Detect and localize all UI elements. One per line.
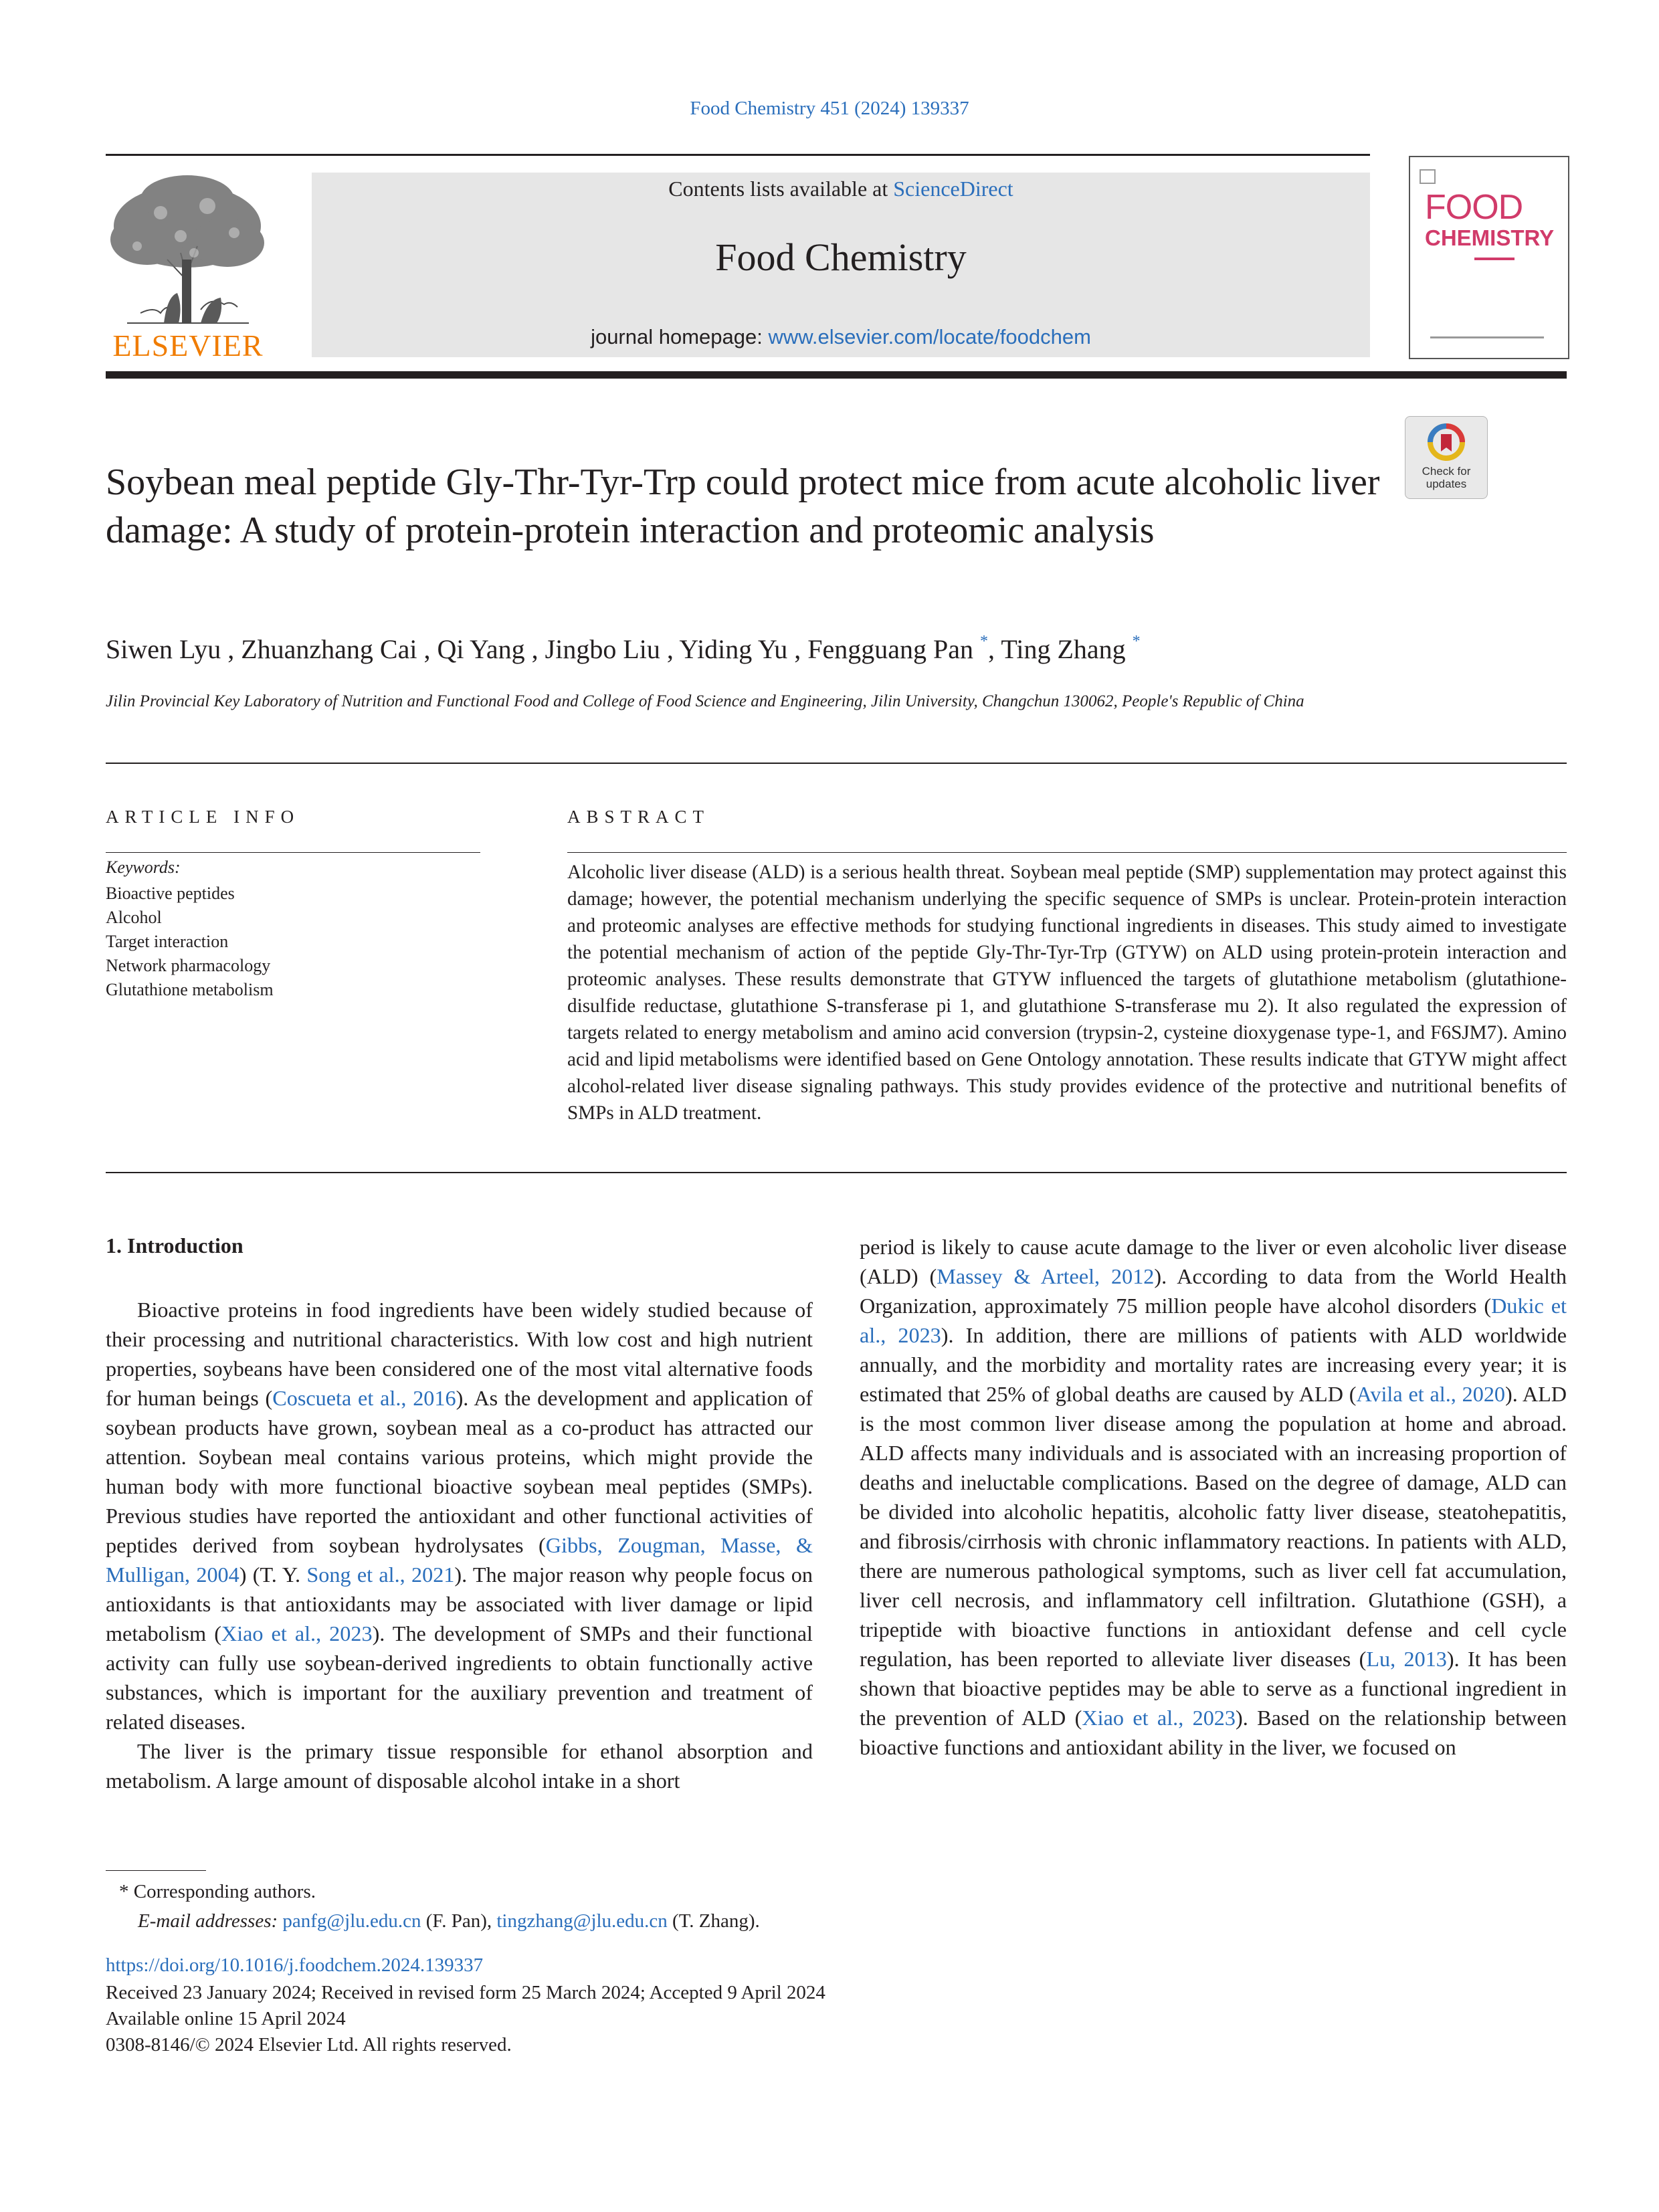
homepage-prefix: journal homepage: (591, 325, 769, 348)
author[interactable]: Yiding Yu (679, 634, 788, 664)
body-column-right (860, 1232, 1567, 1762)
email-footnote (138, 1906, 760, 1936)
citation-link[interactable]: Avila et al., 2020 (1356, 1382, 1506, 1406)
email-owner: (F. Pan), (421, 1910, 497, 1932)
masthead-rule (106, 371, 1567, 379)
text-run: ). ALD is the most common liver disease among the population at home and abroad. ALD affects many individuals and is associated with an increasing proportion of deaths and ineluctable complications. Based on the degree of damage, ALD can be divided into alcoholic hepatitis, alcoholic fatty liver disease, steatohepatitis, and fibrosis/cirrhosis with chronic inflammatory reactions. In patients with ALD, there are numerous pathological symptoms, such as liver cell fat accumulation, liver cell necrosis, and inflammatory cell infiltration. Glutathione (GSH), a tripeptide with bioactive functions in antioxidant defense and cell cycle regulation, has been reported to alleviate liver diseases ( (860, 1382, 1567, 1671)
text-run: ). Based on the relationship between bioactive functions and antioxidant ability in the liver, we focused on (860, 1706, 1567, 1759)
keyword: Glutathione metabolism (106, 980, 274, 999)
journal-cover-thumbnail[interactable] (1409, 156, 1569, 359)
citation-link[interactable]: Xiao et al., 2023 (1082, 1706, 1236, 1730)
check-updates-label: Check for updates (1422, 465, 1471, 490)
keywords-label: Keywords: (106, 858, 181, 877)
elsevier-logo (100, 173, 276, 363)
citation-link[interactable]: Song et al., 2021 (306, 1563, 455, 1587)
article-title: Soybean meal peptide Gly-Thr-Tyr-Trp could protect mice from acute alcoholic liver damage: A study of protein-protein interaction and proteomic analysis (106, 462, 1380, 551)
text-run: Bioactive proteins in food ingredients have been widely studied because of their processing and nutritional characteristics. With low cost and high nutrient properties, soybeans have been considered one of the most vital alternative foods for human beings ( (106, 1298, 813, 1410)
check-updates-icon (1428, 423, 1465, 461)
keyword: Alcohol (106, 908, 162, 927)
keywords-list (106, 882, 274, 1002)
cover-title-line2: CHEMISTRY (1425, 225, 1555, 250)
author[interactable]: Fengguang Pan (807, 634, 974, 664)
journal-name: Food Chemistry (715, 235, 967, 279)
cover-logo-icon (1420, 169, 1436, 184)
keyword: Bioactive peptides (106, 884, 235, 903)
text-run: ). According to data from the World Health Organization, approximately 75 million people have alcohol disorders ( (860, 1264, 1567, 1318)
affiliation-rule (106, 763, 1567, 764)
section-heading-introduction: 1. Introduction (106, 1233, 243, 1258)
received-dates: Received 23 January 2024; Received in revised form 25 March 2024; Accepted 9 April 2024 (106, 1982, 825, 2003)
running-head[interactable]: Food Chemistry 451 (2024) 139337 (690, 98, 969, 119)
text-run: ). In addition, there are millions of patients with ALD worldwide annually, and the morbidity and mortality rates are increasing every year; it is estimated that 25% of global deaths are caused by ALD ( (860, 1323, 1567, 1406)
abstract-heading: ABSTRACT (567, 807, 710, 827)
tree-icon (100, 173, 276, 325)
top-rule (106, 154, 1370, 156)
article-info-heading: ARTICLE INFO (106, 807, 300, 827)
keyword: Target interaction (106, 932, 229, 951)
abstract-text: Alcoholic liver disease (ALD) is a serious health threat. Soybean meal peptide (SMP) supplementation may protect against this damage; however, the potential mechanism underlying the specific sequence of SMPs is unclear. Protein-protein interaction and proteomic analyses are effective methods for studying functional ingredients in diseases. This study aimed to investigate the potential mechanism of action of the peptide Gly-Thr-Tyr-Trp (GTYW) on ALD using protein-protein interaction and proteomic analyses. These results demonstrate that GTYW influenced the targets of glutathione metabolism (glutathione-disulfide reductase, glutathione S-transferase pi 1, and glutathione S-transferase mu 2). It also regulated the expression of targets related to energy metabolism and amino acid conversion (trypsin-2, cysteine dioxygenase type-1, and F6SJM7). Amino acid and lipid metabolisms were identified based on Gene Ontology annotation. These results indicate that GTYW might affect alcohol-related liver disease signaling pathways. This study provides evidence of the protective and nutritional benefits of SMPs in ALD treatment. (567, 862, 1567, 1124)
journal-banner (312, 173, 1370, 357)
text-run: ). The development of SMPs and their functional activity can fully use soybean-derived ingredients to obtain functionally active substances, which is important for the auxiliary prevention and treatment of related diseases. (106, 1621, 813, 1734)
paragraph (860, 1232, 1567, 1762)
sciencedirect-link[interactable]: ScienceDirect (893, 177, 1013, 201)
doi-link[interactable]: https://doi.org/10.1016/j.foodchem.2024.139337 (106, 1954, 484, 1976)
author[interactable]: Jingbo Liu (545, 634, 660, 664)
citation-link[interactable]: Massey & Arteel, 2012 (937, 1264, 1155, 1288)
abstract-rule (567, 852, 1567, 853)
check-for-updates-badge[interactable] (1405, 416, 1488, 499)
citation-link[interactable]: Lu, 2013 (1366, 1647, 1447, 1671)
cover-title-line1: FOOD (1425, 188, 1523, 227)
homepage-line (312, 325, 1370, 349)
contents-line (312, 177, 1370, 201)
corresponding-marker[interactable]: * (1132, 633, 1141, 650)
affiliation: Jilin Provincial Key Laboratory of Nutrition and Functional Food and College of Food Science and Engineering, Jilin University, Changchun 130062, People's Republic of China (106, 692, 1304, 710)
text-run: ). The major reason why people focus on antioxidants is that antioxidants may be associated with liver damage or lipid metabolism ( (106, 1563, 813, 1645)
cover-accent-bar (1474, 258, 1515, 260)
email-owner: (T. Zhang). (667, 1910, 760, 1932)
copyright: 0308-8146/© 2024 Elsevier Ltd. All rights reserved. (106, 2034, 512, 2055)
paragraph: The liver is the primary tissue responsible for ethanol absorption and metabolism. A large amount of disposable alcohol intake in a short (106, 1739, 813, 1793)
cover-footer-rule (1430, 336, 1544, 338)
homepage-link[interactable]: www.elsevier.com/locate/foodchem (768, 325, 1091, 348)
text-run: ) (T. Y. (239, 1563, 307, 1587)
citation-link[interactable]: Xiao et al., 2023 (221, 1621, 373, 1645)
corresponding-marker[interactable]: * (980, 633, 989, 650)
available-online: Available online 15 April 2024 (106, 2008, 346, 2029)
footnote-rule (106, 1870, 206, 1871)
publisher-wordmark: ELSEVIER (112, 328, 264, 363)
text-run: period is likely to cause acute damage to the liver or even alcoholic liver disease (ALD) ( (860, 1235, 1567, 1288)
email-label: E-mail addresses: (138, 1910, 283, 1932)
author-list: Siwen Lyu , Zhuanzhang Cai , Qi Yang , Jingbo Liu , Yiding Yu , Fengguang Pan *, Ting Zhang * (106, 633, 1141, 664)
text-run: ). It has been shown that bioactive peptides may be able to serve as a functional ingredient in the prevention of ALD ( (860, 1647, 1567, 1730)
author[interactable]: Qi Yang (437, 634, 525, 664)
contents-prefix: Contents lists available at (668, 177, 894, 201)
author[interactable]: Zhuanzhang Cai (241, 634, 417, 664)
citation-link[interactable]: Gibbs, Zougman, Masse, & Mulligan, 2004 (106, 1533, 813, 1587)
author[interactable]: Siwen Lyu (106, 634, 221, 664)
email-link[interactable]: tingzhang@jlu.edu.cn (496, 1910, 668, 1932)
keyword: Network pharmacology (106, 956, 271, 975)
citation-link[interactable]: Dukic et al., 2023 (860, 1294, 1567, 1347)
body-column-left (106, 1295, 813, 1795)
citation-link[interactable]: Coscueta et al., 2016 (272, 1386, 456, 1410)
text-run: ). As the development and application of soybean products have grown, soybean meal as a co-product has attracted our attention. Soybean meal contains various proteins, which might provide the human body with more functional bioactive soybean meal peptides (SMPs). Previous studies have reported the antioxidant and other functional activities of peptides derived from soybean hydrolysates ( (106, 1386, 813, 1557)
article-info-rule (106, 852, 480, 853)
abstract-end-rule (106, 1172, 1567, 1173)
email-link[interactable]: panfg@jlu.edu.cn (282, 1910, 421, 1932)
author[interactable]: Ting Zhang (1001, 634, 1126, 664)
corresponding-footnote: * Corresponding authors. (119, 1881, 316, 1902)
paragraph (106, 1295, 813, 1736)
